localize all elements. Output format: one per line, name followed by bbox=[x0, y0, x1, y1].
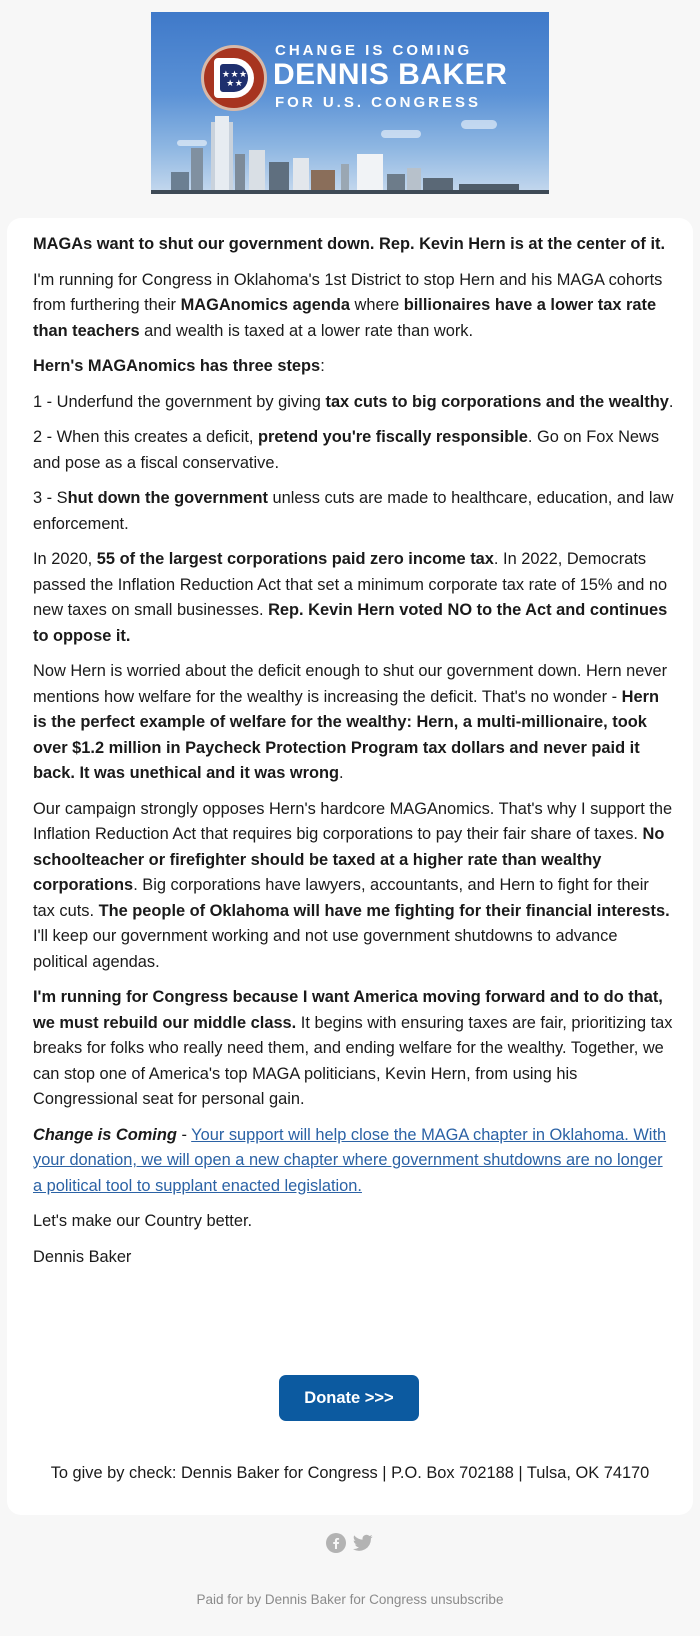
donation-link[interactable]: Your support will help close the MAGA chapter in Oklahoma. With your donation, we will open a new chapter where government shutdowns are no longer a political tool to supplant enacted legislation. bbox=[33, 1125, 667, 1195]
paragraph-3: Hern's MAGAnomics has three steps: bbox=[33, 357, 325, 375]
letter-card bbox=[7, 218, 693, 1515]
banner-office: FOR U.S. CONGRESS bbox=[275, 94, 482, 111]
step-1: 1 - Underfund the government by giving tax cuts to big corporations and the wealthy. bbox=[33, 392, 674, 411]
paragraph-8: Now Hern is worried about the deficit enough to shut our government down. Hern never mentions how welfare for the wealthy is increasing the deficit. That's no wonder - Hern is the perfect example of welfare for the wealthy: Hern, a multi-millionaire, took over $1.2 million in Paycheck Protection Program tax dollars and never paid it back. It was unethical and it was wrong. bbox=[33, 662, 668, 782]
paragraph-2: I'm running for Congress in Oklahoma's 1st District to stop Hern and his MAGA cohorts from furthering their MAGAnomics agenda where billionaires have a lower tax rate than teachers and wealth is taxed at a lower rate than work. bbox=[33, 270, 663, 340]
donate-button[interactable]: Donate >>> bbox=[279, 1375, 419, 1421]
facebook-icon[interactable] bbox=[326, 1533, 346, 1558]
twitter-icon[interactable] bbox=[353, 1534, 373, 1557]
unsubscribe-link[interactable]: unsubscribe bbox=[430, 1592, 504, 1607]
step-3: 3 - Shut down the government unless cuts are made to healthcare, education, and law enforcement. bbox=[33, 489, 674, 533]
banner-tagline: CHANGE IS COMING bbox=[275, 42, 473, 59]
campaign-banner bbox=[151, 12, 549, 194]
social-links bbox=[326, 1533, 376, 1555]
step-2: 2 - When this creates a deficit, pretend you're fiscally responsible. Go on Fox News and pose as a fiscal conservative. bbox=[33, 428, 660, 472]
banner-candidate-name: DENNIS BAKER bbox=[273, 58, 508, 91]
signature: Dennis Baker bbox=[33, 1247, 132, 1266]
paragraph-1: MAGAs want to shut our government down. Rep. Kevin Hern is at the center of it. bbox=[33, 235, 666, 253]
paragraph-11: Change is Coming - Your support will help close the MAGA chapter in Oklahoma. With your donation, we will open a new chapter where government shutdowns are no longer a political tool to supplant enacted legislation. bbox=[33, 1125, 667, 1195]
footer bbox=[0, 1592, 700, 1607]
closing-line: Let's make our Country better. bbox=[33, 1212, 253, 1230]
paragraph-10: I'm running for Congress because I want America moving forward and to do that, we must rebuild our middle class. It begins with ensuring taxes are fair, prioritizing tax breaks for folks who really need them, and ending welfare for the wealthy. Together, we can stop one of America's top MAGA politicians, Kevin Hern, from using his Congressional seat for personal gain. bbox=[33, 988, 673, 1108]
paragraph-9: Our campaign strongly opposes Hern's hardcore MAGAnomics. That's why I support the Inflation Reduction Act that requires big corporations to pay their fair share of taxes. No schoolteacher or firefighter should be taxed at a higher rate than wealthy corporations. Big corporations have lawyers, accountants, and Hern to fight for their tax cuts. The people of Oklahoma will have me fighting for their financial interests. I'll keep our government working and not use government shutdowns to advance political agendas. bbox=[33, 799, 673, 971]
campaign-logo: ★ ★ ★ ★ ★ bbox=[201, 45, 267, 111]
check-mailing-info: To give by check: Dennis Baker for Congress | P.O. Box 702188 | Tulsa, OK 74170 bbox=[50, 1464, 650, 1482]
paid-for-notice: Paid for by Dennis Baker for Congress bbox=[196, 1592, 427, 1607]
letter-body bbox=[33, 232, 675, 1280]
paragraph-7: In 2020, 55 of the largest corporations paid zero income tax. In 2022, Democrats passed the Inflation Reduction Act that set a minimum corporate tax rate of 15% and no new taxes on small businesses. Rep. Kevin Hern voted NO to the Act and continues to oppose it. bbox=[33, 550, 668, 645]
